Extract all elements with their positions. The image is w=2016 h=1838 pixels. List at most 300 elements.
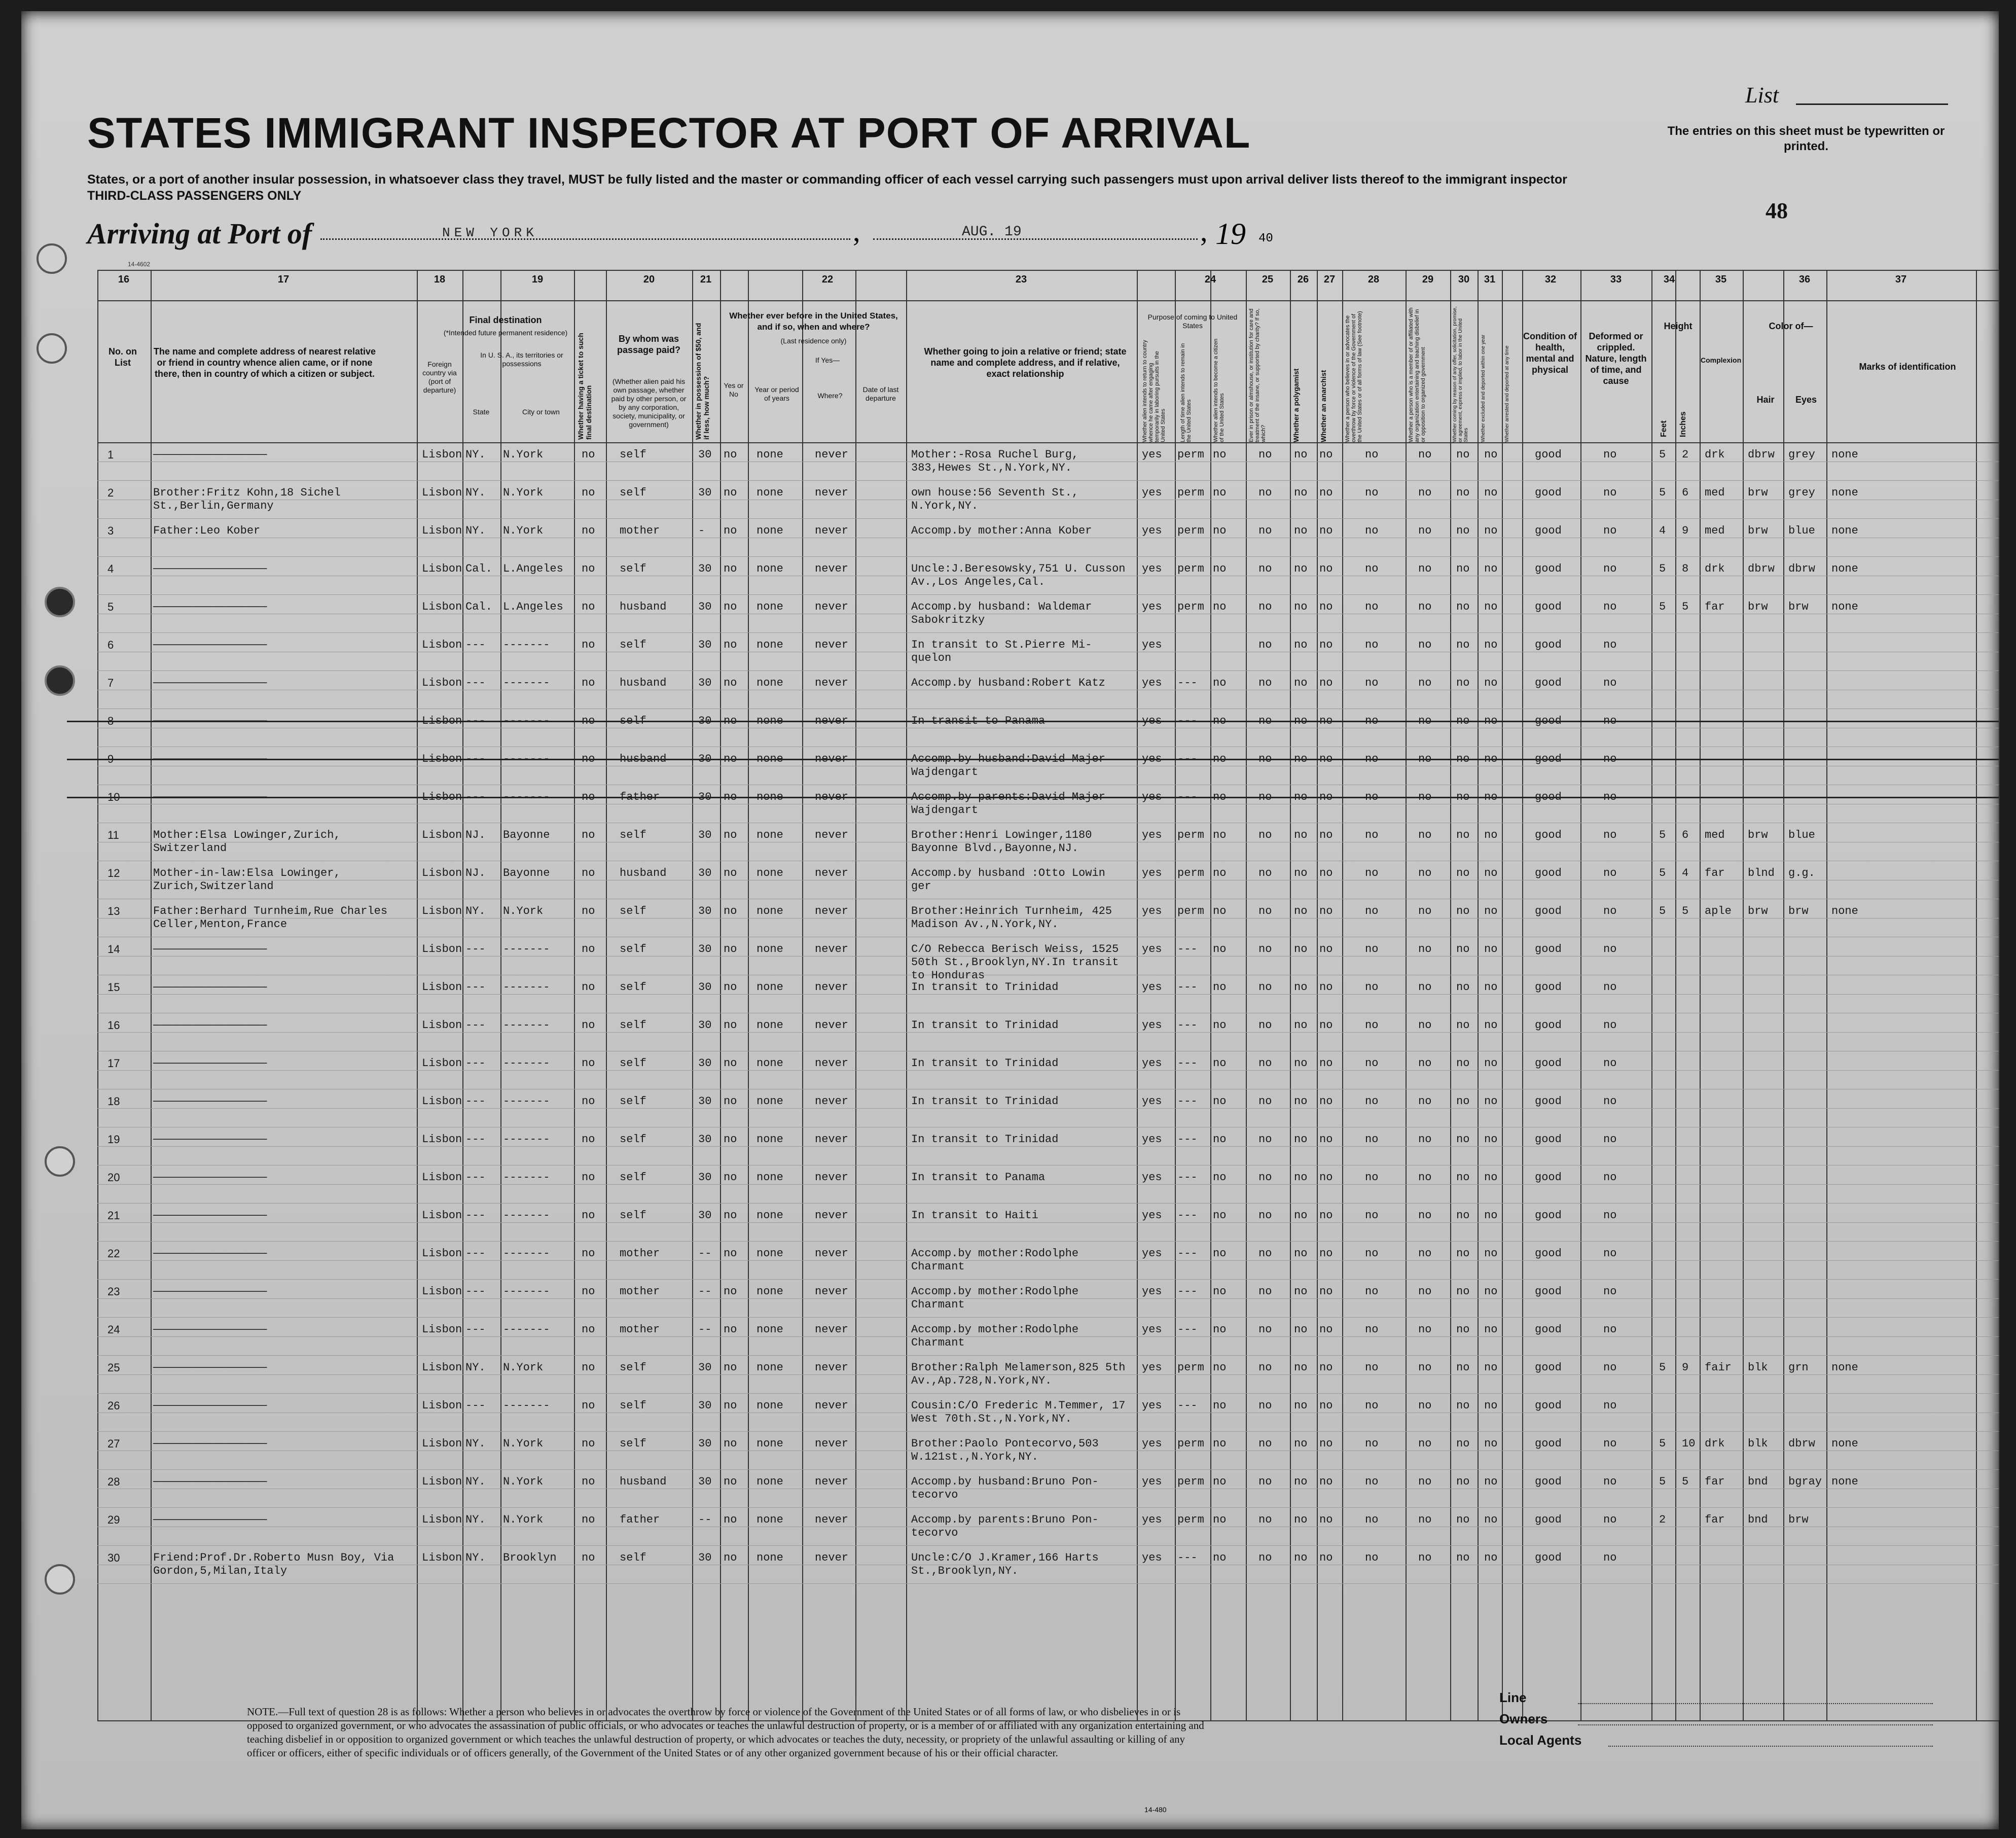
destination-city: -------: [503, 1399, 550, 1412]
destination-city: L.Angeles: [503, 600, 563, 613]
header-passage: By whom was passage paid?: [617, 334, 681, 355]
intends-citizen: no: [1213, 1285, 1227, 1298]
col-29: no: [1418, 448, 1432, 461]
col-29: no: [1418, 943, 1432, 956]
intends-citizen: no: [1213, 829, 1227, 841]
col-28: no: [1365, 829, 1379, 841]
deformed: no: [1603, 1437, 1617, 1450]
health-condition: good: [1535, 677, 1562, 689]
height-inches: 5: [1682, 905, 1689, 917]
col-28: no: [1365, 524, 1379, 537]
destination-state: NY.: [465, 1551, 486, 1564]
money-amount: 30: [698, 829, 712, 841]
col-31: no: [1484, 677, 1498, 689]
ticket-status: no: [582, 639, 595, 651]
port-of-departure: Lisbon: [422, 829, 462, 841]
destination-state: NY.: [465, 1475, 486, 1488]
health-condition: good: [1535, 1475, 1562, 1488]
joining-relative: Brother:Paolo Pontecorvo,503 W.121st.,N.York,NY.: [911, 1437, 1099, 1463]
where-before: never: [815, 1551, 849, 1564]
polygamist: no: [1294, 1399, 1308, 1412]
passage-paid-by: self: [620, 905, 646, 917]
where-before: never: [815, 1513, 849, 1526]
col-30: no: [1456, 867, 1470, 879]
col-28: no: [1365, 1019, 1379, 1032]
column-number-37: 37: [1895, 274, 1907, 285]
anarchist: no: [1319, 1475, 1333, 1488]
joining-relative: In transit to Trinidad: [911, 981, 1059, 994]
col-30: no: [1456, 1551, 1470, 1564]
length-of-stay: ---: [1177, 1551, 1198, 1564]
passage-paid-by: self: [620, 981, 646, 994]
years-period: none: [757, 1095, 783, 1108]
col-31: no: [1484, 1095, 1498, 1108]
relative-address: —————————————————: [153, 1171, 267, 1184]
where-before: never: [815, 677, 849, 689]
purpose-return: yes: [1142, 715, 1162, 727]
col-25: no: [1258, 905, 1272, 917]
destination-state: ---: [465, 1095, 486, 1108]
col-30: no: [1456, 1209, 1470, 1222]
col-28: no: [1365, 1399, 1379, 1412]
hair-color: brw: [1748, 600, 1768, 613]
anarchist: no: [1319, 600, 1333, 613]
relative-address: Friend:Prof.Dr.Roberto Musn Boy, Via Gordon,5,Milan,Italy: [153, 1551, 394, 1577]
col-29: no: [1418, 1361, 1432, 1374]
table-row: [97, 1284, 1999, 1322]
ticket-status: no: [582, 753, 595, 765]
port-of-departure: Lisbon: [422, 1323, 462, 1336]
years-period: none: [757, 1171, 783, 1184]
identification-marks: none: [1831, 600, 1858, 613]
destination-city: -------: [503, 791, 550, 803]
ever-in-us: no: [724, 867, 737, 879]
binder-hole: [45, 1146, 75, 1177]
port-of-departure: Lisbon: [422, 1209, 462, 1222]
length-of-stay: perm: [1177, 600, 1204, 613]
anarchist: no: [1319, 1323, 1333, 1336]
length-of-stay: ---: [1177, 1095, 1198, 1108]
where-before: never: [815, 524, 849, 537]
ticket-status: no: [582, 829, 595, 841]
row-number: 23: [107, 1285, 120, 1298]
header-hair: Hair: [1756, 395, 1775, 405]
intends-citizen: no: [1213, 867, 1227, 879]
header-final-destination-sub: (*Intended future permanent residence): [443, 329, 568, 337]
arrival-port: NEW YORK: [442, 225, 538, 240]
col-25: no: [1258, 981, 1272, 994]
row-number: 24: [107, 1323, 120, 1336]
complexion: far: [1705, 600, 1725, 613]
passage-paid-by: self: [620, 1437, 646, 1450]
ticket-status: no: [582, 1171, 595, 1184]
destination-state: NJ.: [465, 867, 486, 879]
anarchist: no: [1319, 981, 1333, 994]
col-31: no: [1484, 1285, 1498, 1298]
row-number: 7: [107, 677, 114, 689]
col-25: no: [1258, 1437, 1272, 1450]
eye-color: blue: [1788, 829, 1815, 841]
relative-address: —————————————————: [153, 1513, 267, 1526]
ticket-status: no: [582, 1133, 595, 1146]
years-period: none: [757, 1437, 783, 1450]
length-of-stay: perm: [1177, 1475, 1204, 1488]
col-25: no: [1258, 1475, 1272, 1488]
health-condition: good: [1535, 524, 1562, 537]
row-number: 16: [107, 1019, 120, 1032]
intends-citizen: no: [1213, 1437, 1227, 1450]
port-line: [320, 238, 850, 240]
column-number-27: 27: [1323, 274, 1336, 285]
port-of-departure: Lisbon: [422, 1057, 462, 1070]
years-period: none: [757, 1513, 783, 1526]
header-col31: Whether excluded and deported within one year: [1481, 334, 1486, 442]
table-row: [97, 1018, 1999, 1056]
hair-color: brw: [1748, 829, 1768, 841]
destination-city: N.York: [503, 1475, 544, 1488]
anarchist: no: [1319, 1361, 1333, 1374]
header-joining: Whether going to join a relative or friend; state name and complete address, and if relative, exact relationship: [924, 346, 1127, 379]
header-city: City or town: [522, 408, 560, 416]
header-year-period: Year or period of years: [754, 385, 799, 402]
ever-in-us: no: [724, 1475, 737, 1488]
column-number-18: 18: [434, 274, 446, 285]
column-number-33: 33: [1610, 274, 1622, 285]
passage-paid-by: mother: [620, 524, 660, 537]
identification-marks: none: [1831, 905, 1858, 917]
table-row: [97, 1398, 1999, 1436]
purpose-return: yes: [1142, 1019, 1162, 1032]
ticket-status: no: [582, 1095, 595, 1108]
port-of-departure: Lisbon: [422, 981, 462, 994]
col-29: no: [1418, 1513, 1432, 1526]
joining-relative: Cousin:C/O Frederic M.Temmer, 17 West 70th.St.,N.York,NY.: [911, 1399, 1126, 1425]
port-of-departure: Lisbon: [422, 1475, 462, 1488]
polygamist: no: [1294, 1057, 1308, 1070]
money-amount: 30: [698, 715, 712, 727]
col-30: no: [1456, 1475, 1470, 1488]
port-of-departure: Lisbon: [422, 448, 462, 461]
polygamist: no: [1294, 715, 1308, 727]
col-25: no: [1258, 1247, 1272, 1260]
col-28: no: [1365, 753, 1379, 765]
years-period: none: [757, 486, 783, 499]
col-28: no: [1365, 1323, 1379, 1336]
height-feet: 5: [1659, 448, 1666, 461]
header-state: State: [473, 408, 490, 416]
length-of-stay: perm: [1177, 448, 1204, 461]
relative-address: —————————————————: [153, 448, 267, 461]
col-30: no: [1456, 524, 1470, 537]
where-before: never: [815, 943, 849, 956]
header-where: Where?: [817, 392, 843, 400]
complexion: med: [1705, 486, 1725, 499]
col-31: no: [1484, 1209, 1498, 1222]
passage-paid-by: husband: [620, 867, 667, 879]
complexion: drk: [1705, 448, 1725, 461]
money-amount: 30: [698, 562, 712, 575]
col-30: no: [1456, 1247, 1470, 1260]
length-of-stay: ---: [1177, 1323, 1198, 1336]
header-col29: Whether a person who is a member of or affiliated with any organization entertaining and teaching disbelief in or opposition to organized government: [1408, 307, 1426, 442]
deformed: no: [1603, 486, 1617, 499]
where-before: never: [815, 1133, 849, 1146]
passage-paid-by: self: [620, 1551, 646, 1564]
identification-marks: none: [1831, 1475, 1858, 1488]
length-of-stay: ---: [1177, 753, 1198, 765]
row-number: 4: [107, 562, 114, 575]
col-31: no: [1484, 1057, 1498, 1070]
col-30: no: [1456, 1399, 1470, 1412]
anarchist: no: [1319, 1399, 1333, 1412]
health-condition: good: [1535, 981, 1562, 994]
header-divider: [97, 442, 1999, 443]
owners-label: Owners: [1499, 1711, 1548, 1726]
complexion: far: [1705, 1475, 1725, 1488]
years-period: none: [757, 981, 783, 994]
health-condition: good: [1535, 1095, 1562, 1108]
polygamist: no: [1294, 1285, 1308, 1298]
height-inches: 2: [1682, 448, 1689, 461]
money-amount: 30: [698, 981, 712, 994]
col-31: no: [1484, 905, 1498, 917]
ticket-status: no: [582, 981, 595, 994]
money-amount: -: [698, 524, 705, 537]
header-no-on-list: No. on List: [109, 346, 137, 368]
height-inches: 6: [1682, 486, 1689, 499]
col-29: no: [1418, 715, 1432, 727]
where-before: never: [815, 1361, 849, 1374]
purpose-return: yes: [1142, 867, 1162, 879]
col-29: no: [1418, 867, 1432, 879]
joining-relative: Accomp.by husband:Bruno Pon- tecorvo: [911, 1475, 1099, 1501]
years-period: none: [757, 1057, 783, 1070]
col-29: no: [1418, 1171, 1432, 1184]
polygamist: no: [1294, 486, 1308, 499]
col-30: no: [1456, 1057, 1470, 1070]
port-of-departure: Lisbon: [422, 1361, 462, 1374]
where-before: never: [815, 600, 849, 613]
height-inches: 5: [1682, 600, 1689, 613]
form-code: 14-480: [1144, 1806, 1167, 1814]
cancelled-row-strike: [67, 759, 1999, 760]
deformed: no: [1603, 677, 1617, 689]
destination-city: Brooklyn: [503, 1551, 557, 1564]
ever-in-us: no: [724, 791, 737, 803]
col-31: no: [1484, 1513, 1498, 1526]
where-before: never: [815, 867, 849, 879]
purpose-return: yes: [1142, 829, 1162, 841]
destination-city: Bayonne: [503, 867, 550, 879]
col-25: no: [1258, 1399, 1272, 1412]
col-31: no: [1484, 981, 1498, 994]
row-number: 29: [107, 1513, 120, 1526]
destination-state: ---: [465, 943, 486, 956]
money-amount: 30: [698, 1361, 712, 1374]
deformed: no: [1603, 1551, 1617, 1564]
ever-in-us: no: [724, 448, 737, 461]
col-30: no: [1456, 1361, 1470, 1374]
col-25: no: [1258, 1323, 1272, 1336]
binder-hole: [37, 243, 67, 274]
destination-state: ---: [465, 1285, 486, 1298]
health-condition: good: [1535, 1171, 1562, 1184]
identification-marks: none: [1831, 1437, 1858, 1450]
intends-citizen: no: [1213, 486, 1227, 499]
anarchist: no: [1319, 1285, 1333, 1298]
intends-citizen: no: [1213, 905, 1227, 917]
row-number: 8: [107, 715, 114, 727]
anarchist: no: [1319, 448, 1333, 461]
header-col31b: Whether arrested and deported at any time: [1504, 345, 1510, 442]
purpose-return: yes: [1142, 1171, 1162, 1184]
col-25: no: [1258, 791, 1272, 803]
health-condition: good: [1535, 867, 1562, 879]
relative-address: —————————————————: [153, 1057, 267, 1070]
purpose-return: yes: [1142, 753, 1162, 765]
col-25: no: [1258, 943, 1272, 956]
anarchist: no: [1319, 753, 1333, 765]
intends-citizen: no: [1213, 1133, 1227, 1146]
height-feet: 5: [1659, 1437, 1666, 1450]
height-feet: 5: [1659, 1475, 1666, 1488]
ticket-status: no: [582, 943, 595, 956]
col-28: no: [1365, 1513, 1379, 1526]
deformed: no: [1603, 600, 1617, 613]
destination-state: NY.: [465, 524, 486, 537]
anarchist: no: [1319, 1209, 1333, 1222]
col-30: no: [1456, 1437, 1470, 1450]
destination-state: NY.: [465, 1361, 486, 1374]
polygamist: no: [1294, 1247, 1308, 1260]
col-25: no: [1258, 753, 1272, 765]
ticket-status: no: [582, 677, 595, 689]
anarchist: no: [1319, 639, 1333, 651]
table-row: [97, 523, 1999, 561]
row-number: 13: [107, 905, 120, 917]
ever-in-us: no: [724, 1437, 737, 1450]
port-of-departure: Lisbon: [422, 715, 462, 727]
ticket-status: no: [582, 1057, 595, 1070]
ever-in-us: no: [724, 1361, 737, 1374]
money-amount: 30: [698, 791, 712, 803]
destination-city: L.Angeles: [503, 562, 563, 575]
col-31: no: [1484, 1361, 1498, 1374]
intends-citizen: no: [1213, 677, 1227, 689]
column-number-32: 32: [1544, 274, 1557, 285]
col-25: no: [1258, 1513, 1272, 1526]
ever-in-us: no: [724, 600, 737, 613]
height-inches: 4: [1682, 867, 1689, 879]
length-of-stay: perm: [1177, 524, 1204, 537]
purpose-return: yes: [1142, 448, 1162, 461]
col-31: no: [1484, 486, 1498, 499]
deformed: no: [1603, 1057, 1617, 1070]
purpose-return: yes: [1142, 1095, 1162, 1108]
polygamist: no: [1294, 600, 1308, 613]
col-30: no: [1456, 448, 1470, 461]
passage-paid-by: husband: [620, 677, 667, 689]
col-29: no: [1418, 1019, 1432, 1032]
polygamist: no: [1294, 1209, 1308, 1222]
joining-relative: Accomp.by mother:Rodolphe Charmant: [911, 1285, 1079, 1311]
eye-color: grey: [1788, 486, 1815, 499]
col-31: no: [1484, 1019, 1498, 1032]
destination-state: NY.: [465, 486, 486, 499]
port-of-departure: Lisbon: [422, 1437, 462, 1450]
destination-city: N.York: [503, 1361, 544, 1374]
destination-city: N.York: [503, 486, 544, 499]
anarchist: no: [1319, 1133, 1333, 1146]
arrival-date: AUG. 19: [962, 224, 1022, 240]
col-30: no: [1456, 600, 1470, 613]
row-number: 2: [107, 486, 114, 499]
years-period: none: [757, 943, 783, 956]
destination-state: ---: [465, 1133, 486, 1146]
binder-hole: [45, 587, 75, 617]
ever-in-us: no: [724, 1247, 737, 1260]
ever-in-us: no: [724, 524, 737, 537]
complexion: fair: [1705, 1361, 1732, 1374]
col-31: no: [1484, 943, 1498, 956]
hair-color: dbrw: [1748, 448, 1775, 461]
col-31: no: [1484, 753, 1498, 765]
passage-paid-by: self: [620, 1361, 646, 1374]
port-of-departure: Lisbon: [422, 1171, 462, 1184]
column-number-20: 20: [643, 274, 655, 285]
destination-city: -------: [503, 943, 550, 956]
deformed: no: [1603, 1247, 1617, 1260]
joining-relative: Uncle:J.Beresowsky,751 U. Cusson Av.,Los Angeles,Cal.: [911, 562, 1126, 588]
col-30: no: [1456, 753, 1470, 765]
joining-relative: In transit to Trinidad: [911, 1133, 1059, 1146]
height-feet: 5: [1659, 1361, 1666, 1374]
eye-color: dbrw: [1788, 562, 1815, 575]
health-condition: good: [1535, 1209, 1562, 1222]
destination-state: NY.: [465, 1513, 486, 1526]
destination-state: ---: [465, 715, 486, 727]
col-30: no: [1456, 791, 1470, 803]
passage-paid-by: self: [620, 562, 646, 575]
money-amount: 30: [698, 448, 712, 461]
anarchist: no: [1319, 829, 1333, 841]
relative-address: —————————————————: [153, 1019, 267, 1032]
separator: ,: [853, 215, 860, 248]
column-number-divider: [97, 300, 1999, 301]
length-of-stay: ---: [1177, 1019, 1198, 1032]
polygamist: no: [1294, 1437, 1308, 1450]
table-row: [97, 1550, 1999, 1588]
passage-paid-by: self: [620, 486, 646, 499]
intends-citizen: no: [1213, 1475, 1227, 1488]
binder-hole: [45, 665, 75, 696]
joining-relative: Accomp.by husband :Otto Lowin ger: [911, 867, 1105, 893]
joining-relative: In transit to Panama: [911, 1171, 1046, 1184]
col-28: no: [1365, 1247, 1379, 1260]
destination-state: ---: [465, 981, 486, 994]
header-col30: Whether coming by reason of any offer, solicitation, promise, or agreement, express or implied, to labor in the United States: [1452, 306, 1469, 442]
col-31: no: [1484, 1247, 1498, 1260]
port-of-departure: Lisbon: [422, 524, 462, 537]
identification-marks: none: [1831, 562, 1858, 575]
anarchist: no: [1319, 486, 1333, 499]
header-possession: Whether in possession of $50, and if less, how much?: [694, 323, 710, 440]
relative-address: —————————————————: [153, 981, 267, 994]
years-period: none: [757, 1285, 783, 1298]
length-of-stay: ---: [1177, 1209, 1198, 1222]
purpose-return: yes: [1142, 791, 1162, 803]
ticket-status: no: [582, 1209, 595, 1222]
